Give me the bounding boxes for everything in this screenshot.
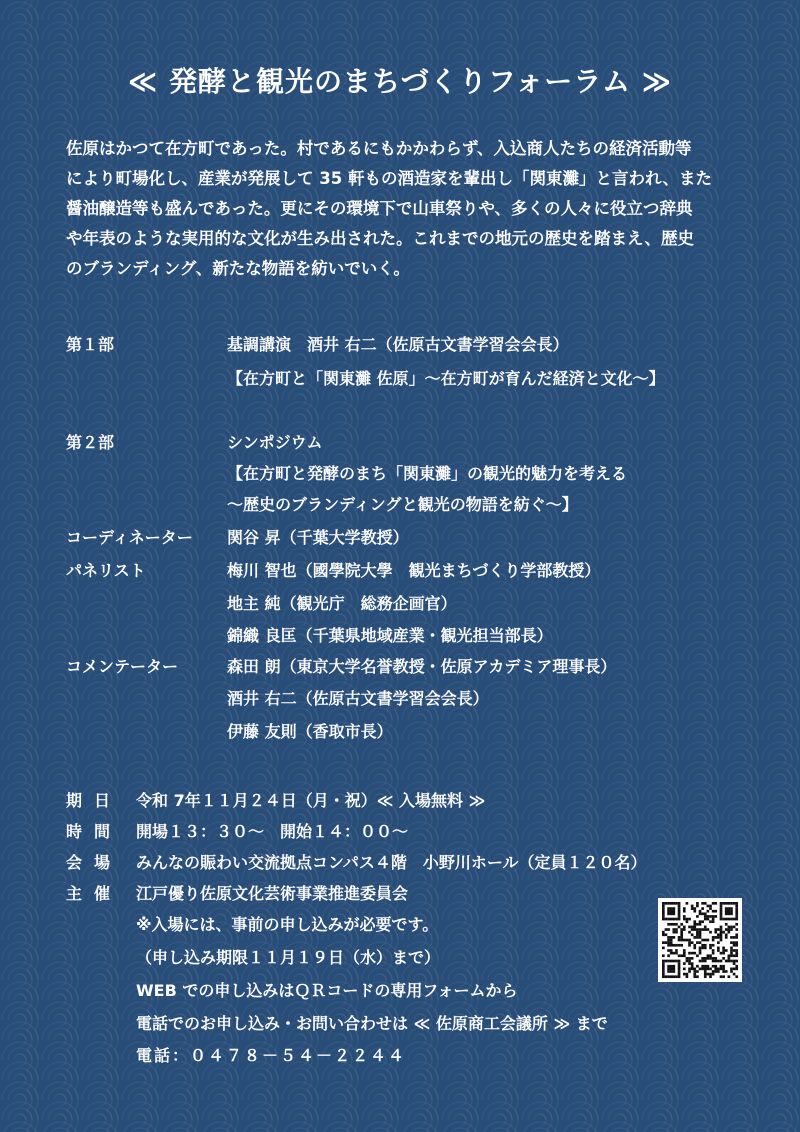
commentator-name: 伊藤 友則（香取市長）: [227, 722, 393, 741]
intro-text: [66, 134, 756, 284]
note-line: （申し込み期限１１月１９日（水）まで）: [136, 948, 441, 967]
phone-row: [66, 1043, 626, 1069]
note-row: [66, 945, 626, 971]
part2-row: [66, 430, 766, 456]
part2-label: 第２部: [66, 433, 115, 452]
part2-line: 【在方町と発酵のまち「関東灘」の観光的魅力を考える: [227, 464, 628, 483]
venue-label: 会場: [66, 853, 123, 872]
intro-line: 醤油醸造等も盛んであった。更にその環境下で山車祭りや、多くの人々に役立つ辞典: [66, 199, 693, 218]
coordinator-label: コーディネーター: [66, 528, 193, 547]
panelist-name: 地主 純（観光庁 総務企画官）: [227, 594, 457, 613]
panelist-row: [66, 623, 766, 649]
commentator-row: [66, 686, 766, 712]
panelist-row: [66, 591, 766, 617]
intro-line: により町場化し、産業が発展して 35 軒もの酒造家を輩出し「関東灘」と言われ、また: [66, 169, 712, 188]
commentator-row: [66, 719, 766, 745]
date-row: [66, 788, 766, 814]
part2-row: [66, 461, 766, 487]
date-value: 令和 7年１１月２４日（月・祝）≪ 入場無料 ≫: [136, 791, 486, 810]
page-title: ≪ 発酵と観光のまちづくりフォーラム ≫: [127, 65, 673, 98]
panelists-label: パネリスト: [66, 561, 146, 580]
phone-number: 電話：０４７８－５４－２２４４: [136, 1046, 407, 1065]
commentators-label: コメンテーター: [66, 657, 179, 676]
note-row: [66, 912, 626, 938]
part1-label: 第１部: [66, 335, 115, 354]
part2-row: [66, 492, 766, 518]
part2-line: シンポジウム: [227, 433, 323, 452]
qr-code-icon[interactable]: [658, 898, 742, 982]
commentator-name: 森田 朗（東京大学名誉教授・佐原アカデミア理事長）: [227, 657, 617, 676]
panelist-row: [66, 558, 766, 584]
coordinator-row: [66, 525, 766, 551]
time-value: 開場１３：３０〜 開始１４：００〜: [136, 822, 409, 841]
coordinator-name: 関谷 昇（千葉大学教授）: [227, 528, 409, 547]
intro-line: や年表のような実用的な文化が生み出された。これまでの地元の歴史を踏まえ、歴史: [66, 229, 694, 248]
part1-row: [66, 332, 766, 358]
note-row: [66, 1011, 726, 1037]
time-label: 時間: [66, 822, 123, 841]
panelist-name: 梅川 智也（國學院大學 観光まちづくり学部教授）: [227, 561, 601, 580]
intro-line: のブランディング、新たな物語を紡いでいく。: [66, 259, 410, 278]
venue-row: [66, 850, 766, 876]
venue-value: みんなの賑わい交流拠点コンパス４階 小野川ホール（定員１２０名）: [136, 853, 647, 872]
commentator-row: [66, 654, 766, 680]
host-label: 主催: [66, 884, 123, 903]
note-row: [66, 978, 626, 1004]
note-line: 電話でのお申し込み・お問い合わせは ≪ 佐原商工会議所 ≫ まで: [136, 1014, 608, 1033]
commentator-name: 酒井 右二（佐原古文書学習会会長）: [227, 689, 489, 708]
note-line: ※入場には、事前の申し込みが必要です。: [136, 915, 439, 934]
host-value: 江戸優り佐原文化芸術事業推進委員会: [136, 884, 409, 903]
panelist-name: 錦織 良匡（千葉県地域産業・観光担当部長）: [227, 626, 553, 645]
note-line: WEB での申し込みはＱＲコードの専用フォームから: [136, 981, 518, 1000]
part1-line: 【在方町と「関東灘 佐原」〜在方町が育んだ経済と文化〜】: [227, 369, 665, 388]
part2-line: 〜歴史のブランディングと観光の物語を紡ぐ〜】: [227, 495, 578, 514]
part1-line: 基調講演 酒井 右二（佐原古文書学習会会長）: [227, 335, 569, 354]
date-label: 期日: [66, 791, 123, 810]
intro-line: 佐原はかつて在方町であった。村であるにもかかわらず、入込商人たちの経済活動等: [66, 139, 692, 158]
part1-row: [66, 366, 766, 392]
time-row: [66, 819, 766, 845]
